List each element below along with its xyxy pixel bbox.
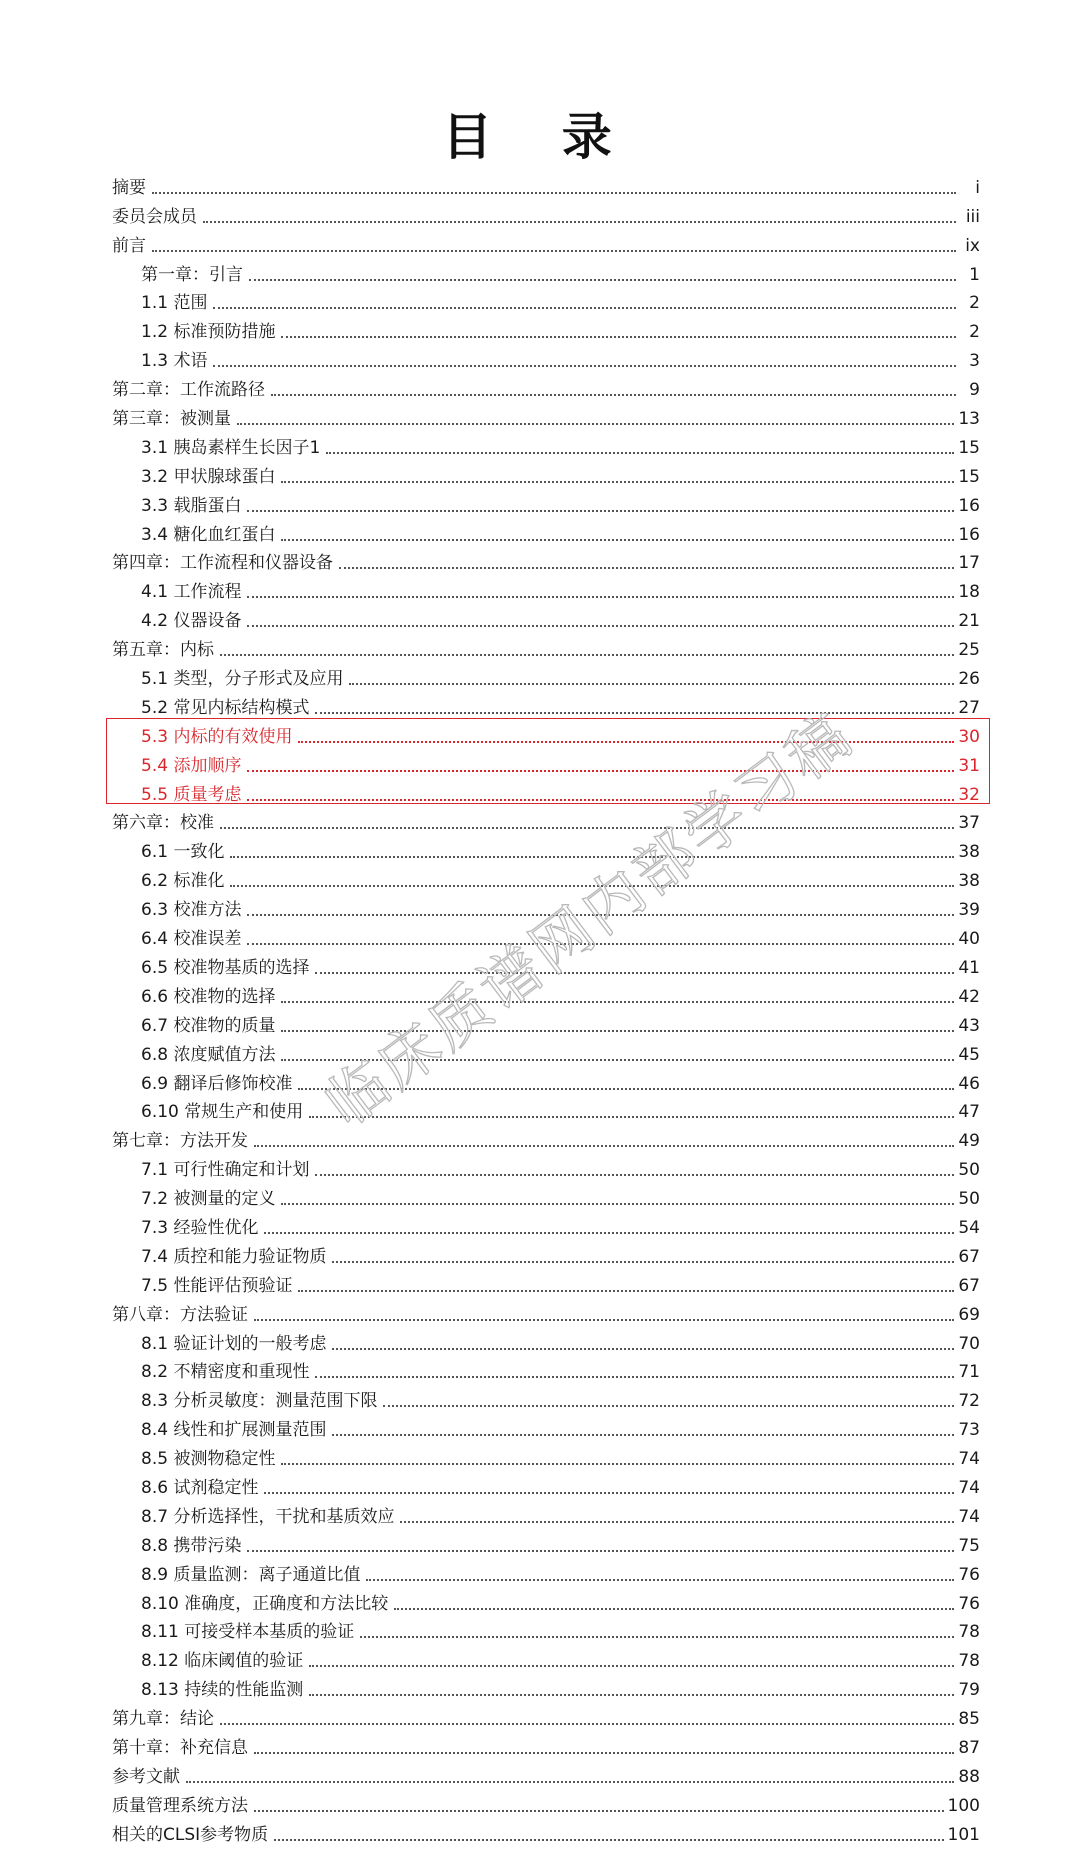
toc-entry[interactable]: [112, 546, 980, 575]
toc-entry-label: 6.6 校准物的选择: [141, 986, 276, 1007]
toc-entry-page-number: 78: [958, 1622, 980, 1643]
toc-entry-label: 4.2 仪器设备: [141, 611, 242, 632]
dot-leader: [220, 827, 954, 829]
dot-leader: [281, 1030, 954, 1032]
dot-leader: [309, 1665, 954, 1667]
toc-entry[interactable]: [112, 1730, 980, 1759]
toc-entry-label: 7.2 被测量的定义: [141, 1189, 276, 1210]
toc-entry-label: 3.4 糖化血红蛋白: [141, 524, 276, 545]
toc-entry[interactable]: [112, 1615, 980, 1644]
toc-entry-label: 5.4 添加顺序: [141, 755, 242, 776]
dot-leader: [213, 365, 956, 367]
toc-entry-page-number: 49: [958, 1131, 980, 1152]
dot-leader: [203, 221, 956, 223]
toc-entry-label: 8.8 携带污染: [141, 1535, 242, 1556]
toc-entry-page-number: 40: [958, 929, 980, 950]
toc-entry-page-number: 30: [958, 726, 980, 747]
toc-entry-page-number: 67: [958, 1275, 980, 1296]
dot-leader: [281, 336, 956, 338]
toc-entry[interactable]: [112, 1788, 980, 1817]
dot-leader: [186, 1781, 954, 1783]
toc-entry[interactable]: [112, 1037, 980, 1066]
dot-leader: [298, 741, 954, 743]
toc-entry[interactable]: [112, 777, 980, 806]
dot-leader: [298, 1088, 954, 1090]
toc-entry-label: 第一章：引言: [141, 264, 243, 285]
toc-entry[interactable]: [112, 401, 980, 430]
toc-entry-page-number: 25: [958, 640, 980, 661]
toc-entry-page-number: 15: [958, 466, 980, 487]
toc-entry-label: 8.4 线性和扩展测量范围: [141, 1420, 327, 1441]
toc-entry-label: 8.11 可接受样本基质的验证: [141, 1622, 355, 1643]
toc-entry-label: 8.7 分析选择性，干扰和基质效应: [141, 1506, 395, 1527]
toc-entry-label: 8.3 分析灵敏度：测量范围下限: [141, 1391, 378, 1412]
toc-entry[interactable]: [112, 1672, 980, 1701]
toc-entry[interactable]: [112, 1412, 980, 1441]
toc-entry-page-number: 37: [958, 813, 980, 834]
dot-leader: [326, 452, 954, 454]
toc-entry-page-number: 75: [958, 1535, 980, 1556]
toc-entry-label: 摘要: [112, 177, 146, 198]
dot-leader: [332, 1348, 954, 1350]
toc-entry-page-number: 70: [958, 1333, 980, 1354]
dot-leader: [247, 799, 954, 801]
toc-entry-label: 第八章：方法验证: [112, 1304, 248, 1325]
toc-entry-page-number: 76: [958, 1564, 980, 1585]
toc-entry-label: 第十章：补充信息: [112, 1737, 248, 1758]
dot-leader: [332, 1261, 954, 1263]
toc-entry-label: 8.6 试剂稳定性: [141, 1477, 259, 1498]
toc-entry-label: 第四章：工作流程和仪器设备: [112, 553, 333, 574]
toc-entry-label: 6.3 校准方法: [141, 900, 242, 921]
toc-entry-page-number: 2: [969, 293, 980, 314]
dot-leader: [230, 856, 954, 858]
toc-entry-label: 8.9 质量监测：离子通道比值: [141, 1564, 361, 1585]
toc-entry-page-number: 38: [958, 842, 980, 863]
toc-entry[interactable]: [112, 430, 980, 459]
toc-entry-page-number: 50: [958, 1160, 980, 1181]
toc-entry-page-number: 87: [958, 1737, 980, 1758]
toc-entry[interactable]: [112, 343, 980, 372]
dot-leader: [254, 1810, 944, 1812]
dot-leader: [400, 1521, 954, 1523]
dot-leader: [315, 1376, 954, 1378]
toc-entry-label: 5.2 常见内标结构模式: [141, 697, 310, 718]
toc-entry-page-number: 85: [958, 1709, 980, 1730]
toc-entry[interactable]: [112, 1817, 980, 1846]
toc-entry[interactable]: [112, 1470, 980, 1499]
toc-entry-label: 第五章：内标: [112, 640, 214, 661]
dot-leader: [247, 625, 954, 627]
toc-entry-label: 5.1 类型，分子形式及应用: [141, 669, 344, 690]
toc-entry-page-number: 16: [958, 524, 980, 545]
toc-entry[interactable]: [112, 1528, 980, 1557]
toc-entry-label: 1.3 术语: [141, 351, 208, 372]
toc-entry-page-number: 2: [969, 322, 980, 343]
toc-entry-page-number: 21: [958, 611, 980, 632]
toc-entry[interactable]: [112, 979, 980, 1008]
dot-leader: [247, 914, 954, 916]
toc-entry-label: 8.12 临床阈值的验证: [141, 1651, 304, 1672]
toc-entry-label: 3.2 甲状腺球蛋白: [141, 466, 276, 487]
toc-entry-page-number: 79: [958, 1680, 980, 1701]
toc-entry-label: 7.4 质控和能力验证物质: [141, 1246, 327, 1267]
toc-entry[interactable]: [112, 1759, 980, 1788]
dot-leader: [281, 1059, 954, 1061]
toc-entry[interactable]: [112, 1701, 980, 1730]
toc-entry-page-number: 50: [958, 1189, 980, 1210]
toc-entry[interactable]: [112, 574, 980, 603]
toc-entry-label: 参考文献: [112, 1766, 180, 1787]
dot-leader: [349, 683, 954, 685]
dot-leader: [281, 1203, 954, 1205]
toc-entry-page-number: 13: [958, 409, 980, 430]
toc-entry-page-number: 43: [958, 1015, 980, 1036]
dot-leader: [332, 1434, 954, 1436]
page-title: 目 录: [442, 107, 638, 166]
toc-entry[interactable]: [112, 1499, 980, 1528]
toc-entry[interactable]: [112, 690, 980, 719]
toc-entry-page-number: 31: [958, 755, 980, 776]
toc-entry-page-number: 27: [958, 697, 980, 718]
dot-leader: [394, 1608, 954, 1610]
toc-entry-page-number: 46: [958, 1073, 980, 1094]
dot-leader: [366, 1579, 954, 1581]
toc-entry-page-number: 42: [958, 986, 980, 1007]
dot-leader: [254, 1145, 954, 1147]
toc-entry-page-number: 18: [958, 582, 980, 603]
dot-leader: [230, 885, 954, 887]
toc-entry-page-number: ix: [965, 235, 980, 256]
dot-leader: [274, 1839, 943, 1841]
toc-entry-label: 6.8 浓度赋值方法: [141, 1044, 276, 1065]
toc-entry-page-number: 39: [958, 900, 980, 921]
toc-entry[interactable]: [112, 1441, 980, 1470]
toc-entry[interactable]: [112, 1181, 980, 1210]
toc-entry-label: 7.5 性能评估预验证: [141, 1275, 293, 1296]
toc-entry-page-number: 76: [958, 1593, 980, 1614]
dot-leader: [360, 1636, 954, 1638]
dot-leader: [220, 1723, 954, 1725]
watermark: 临床质谱网内部学习稿: [313, 699, 867, 1141]
dot-leader: [271, 394, 956, 396]
toc-entry-label: 8.10 准确度，正确度和方法比较: [141, 1593, 389, 1614]
toc-entry-page-number: 71: [958, 1362, 980, 1383]
toc-entry[interactable]: [112, 286, 980, 315]
toc-entry[interactable]: [112, 1643, 980, 1672]
toc-entry[interactable]: [112, 1123, 980, 1152]
toc-entry-label: 3.3 载脂蛋白: [141, 495, 242, 516]
dot-leader: [281, 1001, 954, 1003]
toc-entry-page-number: 74: [958, 1449, 980, 1470]
dot-leader: [152, 250, 956, 252]
toc-entry-page-number: 88: [958, 1766, 980, 1787]
dot-leader: [315, 1174, 954, 1176]
toc-entry-label: 6.5 校准物基质的选择: [141, 957, 310, 978]
dot-leader: [383, 1405, 954, 1407]
toc-entry-page-number: i: [975, 177, 980, 198]
dot-leader: [220, 654, 954, 656]
toc-entry[interactable]: [112, 1095, 980, 1124]
toc-entry[interactable]: [112, 1326, 980, 1355]
toc-entry[interactable]: [112, 1268, 980, 1297]
toc-entry[interactable]: [112, 1355, 980, 1384]
toc-entry-label: 第二章：工作流路径: [112, 380, 265, 401]
toc-entry-label: 第三章：被测量: [112, 409, 231, 430]
dot-leader: [281, 539, 954, 541]
toc-entry-label: 6.9 翻译后修饰校准: [141, 1073, 293, 1094]
dot-leader: [281, 481, 954, 483]
toc-entry-page-number: 69: [958, 1304, 980, 1325]
toc-entry-page-number: 1: [969, 264, 980, 285]
toc-entry-label: 质量管理系统方法: [112, 1795, 248, 1816]
toc-entry-label: 8.1 验证计划的一般考虑: [141, 1333, 327, 1354]
toc-entry[interactable]: [112, 372, 980, 401]
toc-entry[interactable]: [112, 1210, 980, 1239]
dot-leader: [315, 972, 954, 974]
toc-entry[interactable]: [112, 834, 980, 863]
toc-entry-label: 3.1 胰岛素样生长因子1: [141, 437, 321, 458]
toc-entry[interactable]: [112, 1586, 980, 1615]
toc-entry[interactable]: [112, 632, 980, 661]
toc-entry-label: 6.10 常规生产和使用: [141, 1102, 304, 1123]
toc-entry-label: 5.5 质量考虑: [141, 784, 242, 805]
toc-entry[interactable]: [112, 228, 980, 257]
toc-entry-page-number: 17: [958, 553, 980, 574]
toc-entry-page-number: 101: [947, 1824, 980, 1845]
toc-entry-label: 第九章：结论: [112, 1709, 214, 1730]
toc-entry-page-number: 41: [958, 957, 980, 978]
toc-entry[interactable]: [112, 921, 980, 950]
toc-entry-page-number: 45: [958, 1044, 980, 1065]
toc-entry[interactable]: [112, 1383, 980, 1412]
dot-leader: [247, 510, 954, 512]
toc-entry[interactable]: [112, 170, 980, 199]
toc-entry-page-number: 74: [958, 1506, 980, 1527]
dot-leader: [254, 1752, 954, 1754]
toc-entry[interactable]: [112, 314, 980, 343]
dot-leader: [254, 1319, 954, 1321]
toc-entry[interactable]: [112, 517, 980, 546]
toc-entry-label: 6.2 标准化: [141, 871, 225, 892]
dot-leader: [281, 1463, 954, 1465]
toc-entry-page-number: iii: [965, 206, 980, 227]
toc-entry-label: 5.3 内标的有效使用: [141, 726, 293, 747]
toc-entry[interactable]: [112, 892, 980, 921]
toc-entry-page-number: 73: [958, 1420, 980, 1441]
toc-entry[interactable]: [112, 806, 980, 835]
dot-leader: [152, 192, 956, 194]
dot-leader: [264, 1232, 954, 1234]
dot-leader: [247, 943, 954, 945]
toc-entry[interactable]: [112, 719, 980, 748]
toc-entry[interactable]: [112, 661, 980, 690]
toc-entry[interactable]: [112, 199, 980, 228]
table-of-contents: [112, 170, 980, 1846]
dot-leader: [249, 279, 956, 281]
toc-entry-page-number: 32: [958, 784, 980, 805]
toc-entry[interactable]: [112, 1557, 980, 1586]
dot-leader: [264, 1492, 954, 1494]
toc-entry-label: 委员会成员: [112, 206, 197, 227]
toc-entry-page-number: 74: [958, 1477, 980, 1498]
toc-entry[interactable]: [112, 459, 980, 488]
dot-leader: [247, 770, 954, 772]
toc-entry[interactable]: [112, 950, 980, 979]
toc-entry-page-number: 72: [958, 1391, 980, 1412]
toc-entry-page-number: 100: [947, 1795, 980, 1816]
toc-entry-page-number: 67: [958, 1246, 980, 1267]
toc-entry-label: 7.3 经验性优化: [141, 1217, 259, 1238]
dot-leader: [315, 712, 954, 714]
toc-entry[interactable]: [112, 488, 980, 517]
dot-leader: [213, 307, 956, 309]
toc-entry-label: 第六章：校准: [112, 813, 214, 834]
toc-entry-label: 8.2 不精密度和重现性: [141, 1362, 310, 1383]
toc-entry-label: 6.4 校准误差: [141, 929, 242, 950]
toc-entry-page-number: 16: [958, 495, 980, 516]
toc-entry-page-number: 3: [969, 351, 980, 372]
toc-entry-label: 4.1 工作流程: [141, 582, 242, 603]
dot-leader: [339, 567, 954, 569]
dot-leader: [237, 423, 954, 425]
dot-leader: [309, 1694, 954, 1696]
toc-entry-label: 1.1 范围: [141, 293, 208, 314]
toc-entry[interactable]: [112, 257, 980, 286]
dot-leader: [309, 1116, 954, 1118]
toc-entry[interactable]: [112, 1297, 980, 1326]
dot-leader: [247, 596, 954, 598]
toc-entry-page-number: 54: [958, 1217, 980, 1238]
toc-entry[interactable]: [112, 603, 980, 632]
dot-leader: [247, 1550, 954, 1552]
toc-entry-page-number: 9: [969, 380, 980, 401]
toc-entry-label: 8.5 被测物稳定性: [141, 1449, 276, 1470]
toc-entry[interactable]: [112, 1239, 980, 1268]
toc-entry-label: 7.1 可行性确定和计划: [141, 1160, 310, 1181]
toc-entry-page-number: 15: [958, 437, 980, 458]
dot-leader: [298, 1290, 954, 1292]
toc-entry-label: 前言: [112, 235, 146, 256]
toc-entry-label: 1.2 标准预防措施: [141, 322, 276, 343]
toc-entry[interactable]: [112, 1066, 980, 1095]
toc-entry-page-number: 38: [958, 871, 980, 892]
toc-entry-label: 6.1 一致化: [141, 842, 225, 863]
toc-entry-label: 8.13 持续的性能监测: [141, 1680, 304, 1701]
toc-entry[interactable]: [112, 863, 980, 892]
toc-entry[interactable]: [112, 1152, 980, 1181]
toc-entry-label: 相关的CLSI参考物质: [112, 1824, 269, 1845]
toc-entry-page-number: 78: [958, 1651, 980, 1672]
toc-entry-label: 第七章：方法开发: [112, 1131, 248, 1152]
toc-entry[interactable]: [112, 748, 980, 777]
toc-entry-page-number: 47: [958, 1102, 980, 1123]
toc-entry-page-number: 26: [958, 669, 980, 690]
toc-entry[interactable]: [112, 1008, 980, 1037]
toc-entry-label: 6.7 校准物的质量: [141, 1015, 276, 1036]
